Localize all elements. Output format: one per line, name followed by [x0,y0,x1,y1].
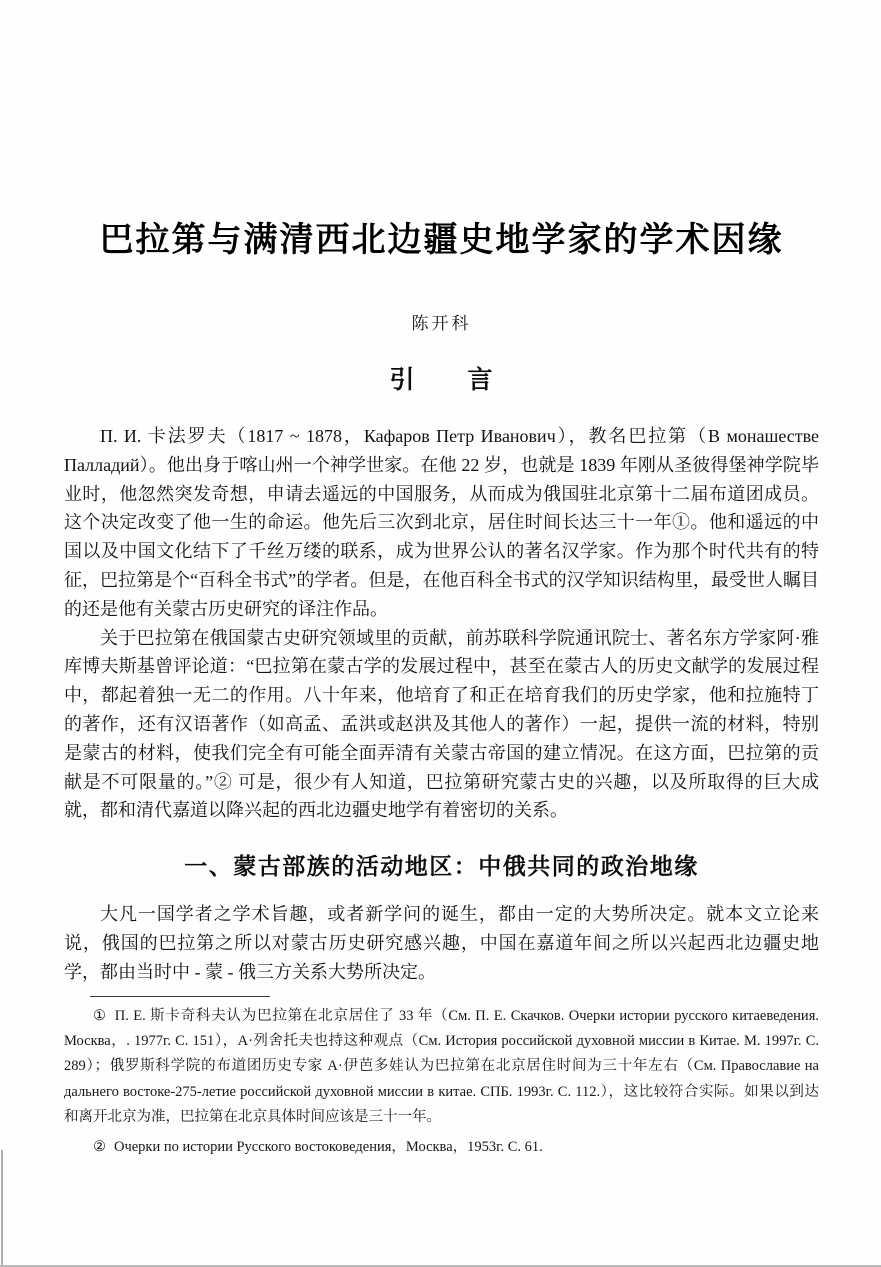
footnote-2-marker: ② [93,1138,106,1155]
footnote-1-marker: ① [93,1007,107,1024]
section-1-heading: 一、蒙古部族的活动地区：中俄共同的政治地缘 [184,854,699,881]
intro-paragraph-2: 关于巴拉第在俄国蒙古史研究领域里的贡献，前苏联科学院通讯院士、著名东方学家阿·雅库博夫斯基曾评论道：“巴拉第在蒙古学的发展过程中，甚至在蒙古人的历史文献学的发展过程中，都起着独一无二的作用。八十年来，他培育了和正在培育我们的历史学家，他和拉施特丁的著作，还有汉语著作（如高孟、孟洪或赵洪及其他人的著作）一起，提供一流的材料，特别是蒙古的材料，使我们完全有可能全面弄清有关蒙古帝国的建立情况。在这方面，巴拉第的贡献是不可限量的。”② 可是，很少有人知道，巴拉第研究蒙古史的兴趣，以及所取得的巨大成就，都和清代嘉道以降兴起的西北边疆史地学有着密切的关系。 [64,627,819,821]
article-author: 陈开科 [411,314,472,334]
footnote-2-text: Очерки по истории Русского востоковедения，Москва，1953г. С. 61. [113,1138,543,1155]
footnote-1-text: П. Е. 斯卡奇科夫认为巴拉第在北京居住了 33 年（См. П. Е. Скачков. Очерки истории русского китаеведения. Москва，. 1977г. С. 151），А·列舍托夫也持这种观点（См. История российской духовной миссии в Китае. М. 1997г. С. 289）；俄罗斯科学院的布道团历史专家 А·伊芭多娃认为巴拉第在北京居住时间为三十年左右（См. Православие на дальнего востоке-275-летие российской духовной миссии в китае. СПБ. 1993г. С. 112.），这比较符合实际。如果以到达和离开北京为准，巴拉第在北京具体时间应该是三十一年。 [64,1007,819,1126]
intro-paragraph-1: П. И. 卡法罗夫（1817 ~ 1878，Кафаров Петр Иванович），教名巴拉第（В монашестве Палладий）。他出身于喀山州一个神学世家。在他 22 岁，也就是 1839 年刚从圣彼得堡神学院毕业时，他忽然突发奇想，申请去遥远的中国服务，从而成为俄国驻北京第十二届布道团成员。这个决定改变了他一生的命运。他先后三次到北京，居住时间长达三十一年①。他和遥远的中国以及中国文化结下了千丝万缕的联系，成为世界公认的著名汉学家。作为那个时代共有的特征，巴拉第是个“百科全书式”的学者。但是，在他百科全书式的汉学知识结构里，最受世人瞩目的还是他有关蒙古历史研究的译注作品。 [64,426,819,619]
intro-heading: 引 言 [389,365,494,394]
section-1-paragraph-1: 大凡一国学者之学术旨趣，或者新学问的诞生，都由一定的大势所决定。就本文立论来说，俄国的巴拉第之所以对蒙古历史研究感兴趣，中国在嘉道年间之所以兴起西北边疆史地学，都由当时中 - 蒙 - 俄三方关系大势所决定。 [64,904,819,982]
page-content [0,218,881,1160]
footnote-2 [64,1135,819,1160]
scan-edge-left [1,1150,3,1265]
footnote-1 [64,1004,819,1131]
footnotes-block [64,1004,819,1160]
footnote-separator [90,996,270,997]
article-title: 巴拉第与满清西北边疆史地学家的学术因缘 [99,220,784,260]
